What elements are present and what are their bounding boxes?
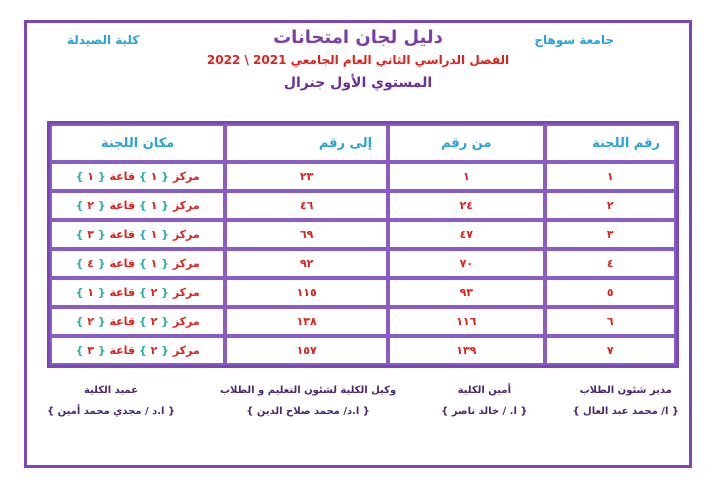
hall-number: ٤: [87, 257, 94, 270]
to-number: ١١٥: [225, 278, 388, 307]
hall-label: قاعة: [109, 257, 136, 270]
center-number: ١: [150, 228, 158, 241]
faculty-name: كلية الصيدلة: [67, 33, 140, 47]
center-label: مركز: [172, 228, 200, 241]
center-label: مركز: [172, 170, 200, 183]
from-number: ٩٣: [388, 278, 545, 307]
center-number: ٢: [150, 286, 158, 299]
from-number: ٧٠: [388, 249, 545, 278]
table-row: [50, 336, 676, 365]
committee-location: مركز { ٢ } قاعة { ٢ }: [50, 307, 225, 336]
semester-line: الفصل الدراسي الثاني العام الجامعي 2021 \ 2022: [206, 53, 510, 67]
table-row: [50, 191, 676, 220]
signature-title: أمين الكلية: [457, 385, 512, 396]
committee-location: مركز { ٢ } قاعة { ١ }: [50, 278, 225, 307]
table-row: [50, 162, 676, 191]
committee-location: مركز { ١ } قاعة { ٣ }: [50, 220, 225, 249]
to-number: ١٣٨: [225, 307, 388, 336]
document-frame: [24, 20, 692, 468]
from-number: ٤٧: [388, 220, 545, 249]
hall-label: قاعة: [109, 315, 136, 328]
center-label: مركز: [172, 315, 200, 328]
to-number: ٢٣: [225, 162, 388, 191]
hall-label: قاعة: [109, 228, 136, 241]
committee-number: ٢: [545, 191, 676, 220]
committee-number: ٦: [545, 307, 676, 336]
center-label: مركز: [172, 286, 200, 299]
committee-location: مركز { ١ } قاعة { ٤ }: [50, 249, 225, 278]
signature-block: [572, 385, 679, 417]
committee-number: ١: [545, 162, 676, 191]
from-number: ١٣٩: [388, 336, 545, 365]
hall-number: ٢: [87, 199, 94, 212]
center-number: ١: [150, 199, 158, 212]
hall-number: ١: [87, 286, 94, 299]
column-header-location: مكان اللجنة: [50, 124, 225, 162]
signature-title: مدير شئون الطلاب: [579, 385, 672, 396]
to-number: ٤٦: [225, 191, 388, 220]
hall-number: ٣: [87, 228, 94, 241]
signature-title: وكيل الكلية لشئون التعليم و الطلاب: [219, 385, 397, 396]
center-label: مركز: [172, 257, 200, 270]
table-row: [50, 249, 676, 278]
column-header-committee: رقم اللجنة: [545, 124, 676, 162]
signature-name: { ا. / خالد ناصر }: [441, 406, 528, 417]
document-title: دليل لجان امتحانات: [273, 27, 443, 48]
hall-number: ٣: [87, 344, 94, 357]
committee-location: مركز { ٢ } قاعة { ٣ }: [50, 336, 225, 365]
signature-block: [220, 385, 396, 417]
center-number: ١: [150, 257, 158, 270]
committee-number: ٣: [545, 220, 676, 249]
hall-number: ٢: [87, 315, 94, 328]
to-number: ٦٩: [225, 220, 388, 249]
hall-number: ١: [87, 170, 94, 183]
center-label: مركز: [172, 344, 200, 357]
table-row: [50, 278, 676, 307]
table-row: [50, 307, 676, 336]
committees-table: [47, 121, 679, 368]
committee-location: مركز { ١ } قاعة { ٢ }: [50, 191, 225, 220]
signature-name: { ا/ محمد عبد العال }: [572, 406, 679, 417]
signature-name: { ا.د / مجدي محمد أمين }: [47, 406, 176, 417]
university-name: جامعة سوهاج: [534, 33, 614, 47]
center-number: ١: [150, 170, 158, 183]
signature-name: { ا.د/ محمد صلاح الدين }: [246, 406, 370, 417]
table-header-row: [50, 124, 676, 162]
table-row: [50, 220, 676, 249]
committee-number: ٥: [545, 278, 676, 307]
column-header-to: إلى رقم: [225, 124, 388, 162]
center-label: مركز: [172, 199, 200, 212]
signature-block: [47, 385, 175, 417]
center-number: ٢: [150, 315, 158, 328]
committee-number: ٧: [545, 336, 676, 365]
hall-label: قاعة: [109, 199, 136, 212]
committee-location: مركز { ١ } قاعة { ١ }: [50, 162, 225, 191]
from-number: ١١٦: [388, 307, 545, 336]
to-number: ٩٢: [225, 249, 388, 278]
hall-label: قاعة: [109, 344, 136, 357]
signature-title: عميد الكلية: [83, 385, 139, 396]
hall-label: قاعة: [109, 286, 136, 299]
signature-block: [441, 385, 527, 417]
to-number: ١٥٧: [225, 336, 388, 365]
signatures: [47, 385, 679, 417]
from-number: ٢٤: [388, 191, 545, 220]
from-number: ١: [388, 162, 545, 191]
hall-label: قاعة: [109, 170, 136, 183]
center-number: ٢: [150, 344, 158, 357]
committee-number: ٤: [545, 249, 676, 278]
level-line: المستوي الأول جنرال: [283, 75, 433, 91]
column-header-from: من رقم: [388, 124, 545, 162]
